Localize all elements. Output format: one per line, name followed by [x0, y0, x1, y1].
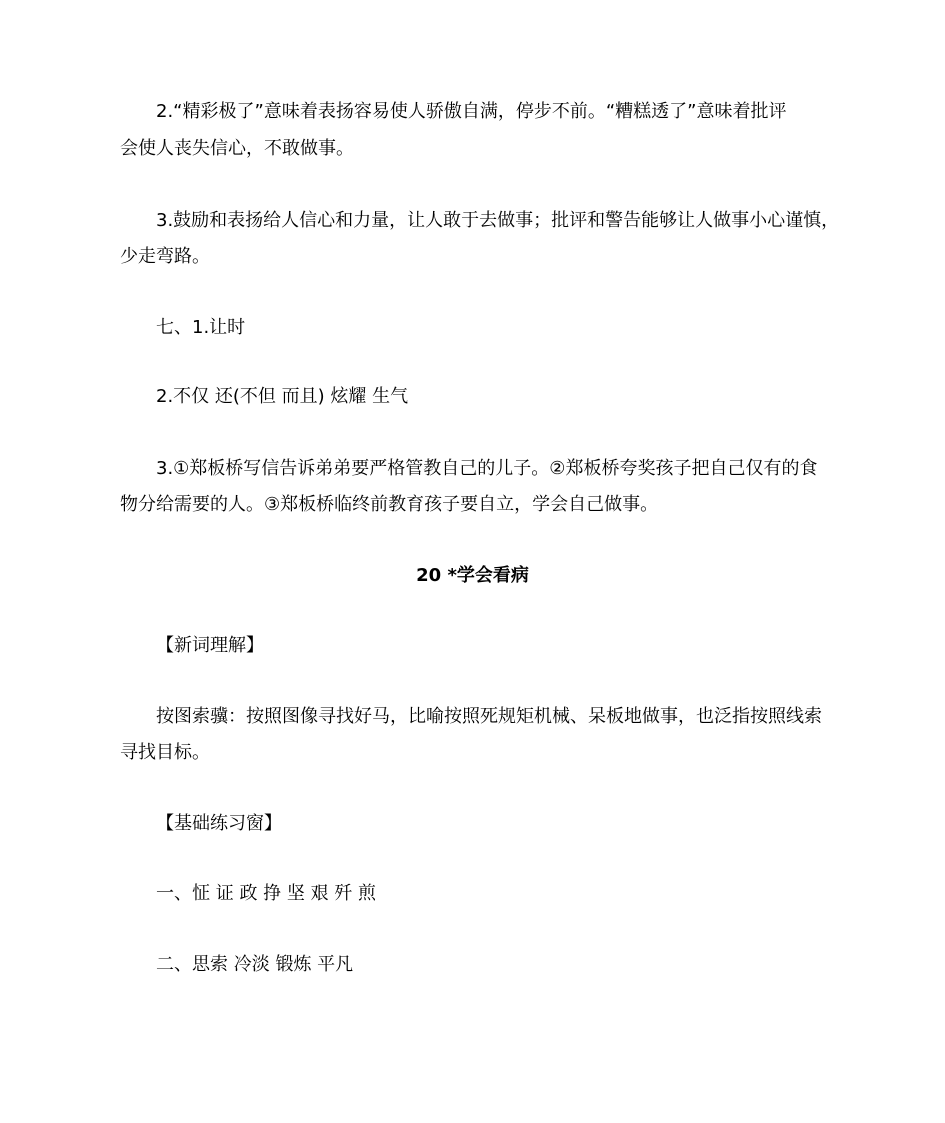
answer-2-line-2: 会使人丧失信心，不敢做事。 — [120, 138, 354, 159]
section-heading-basic: 【基础练习窗】 — [156, 813, 282, 834]
answer-2-line-1: 2.“精彩极了”意味着表扬容易使人骄傲自满，停步不前。“糟糕透了”意味着批评 — [156, 101, 787, 122]
answer-3-line-1: 3.鼓励和表扬给人信心和力量，让人敢于去做事；批评和警告能够让人做事小心谨慎， — [156, 210, 840, 231]
exercise-1-answer: 一、怔 证 政 挣 坚 艰 歼 煎 — [156, 883, 377, 904]
vocab-definition-line-1: 按图索骥：按照图像寻找好马，比喻按照死规矩机械、呆板地做事，也泛指按照线索 — [156, 706, 822, 727]
answer-3-line-2: 少走弯路。 — [120, 246, 210, 267]
section-7-answer-1: 七、1.让时 — [156, 317, 246, 338]
section-7-answer-3-line-1: 3.①郑板桥写信告诉弟弟要严格管教自己的儿子。②郑板桥夸奖孩子把自己仅有的食 — [156, 458, 818, 479]
section-heading-vocab: 【新词理解】 — [156, 635, 264, 656]
vocab-definition-line-2: 寻找目标。 — [120, 742, 210, 763]
section-7-answer-3-line-2: 物分给需要的人。③郑板桥临终前教育孩子要自立，学会自己做事。 — [120, 494, 659, 515]
lesson-title: 20 *学会看病 — [416, 565, 529, 586]
section-7-answer-2: 2.不仅 还(不但 而且) 炫耀 生气 — [156, 386, 409, 407]
exercise-2-answer: 二、思索 冷淡 锻炼 平凡 — [156, 954, 354, 975]
